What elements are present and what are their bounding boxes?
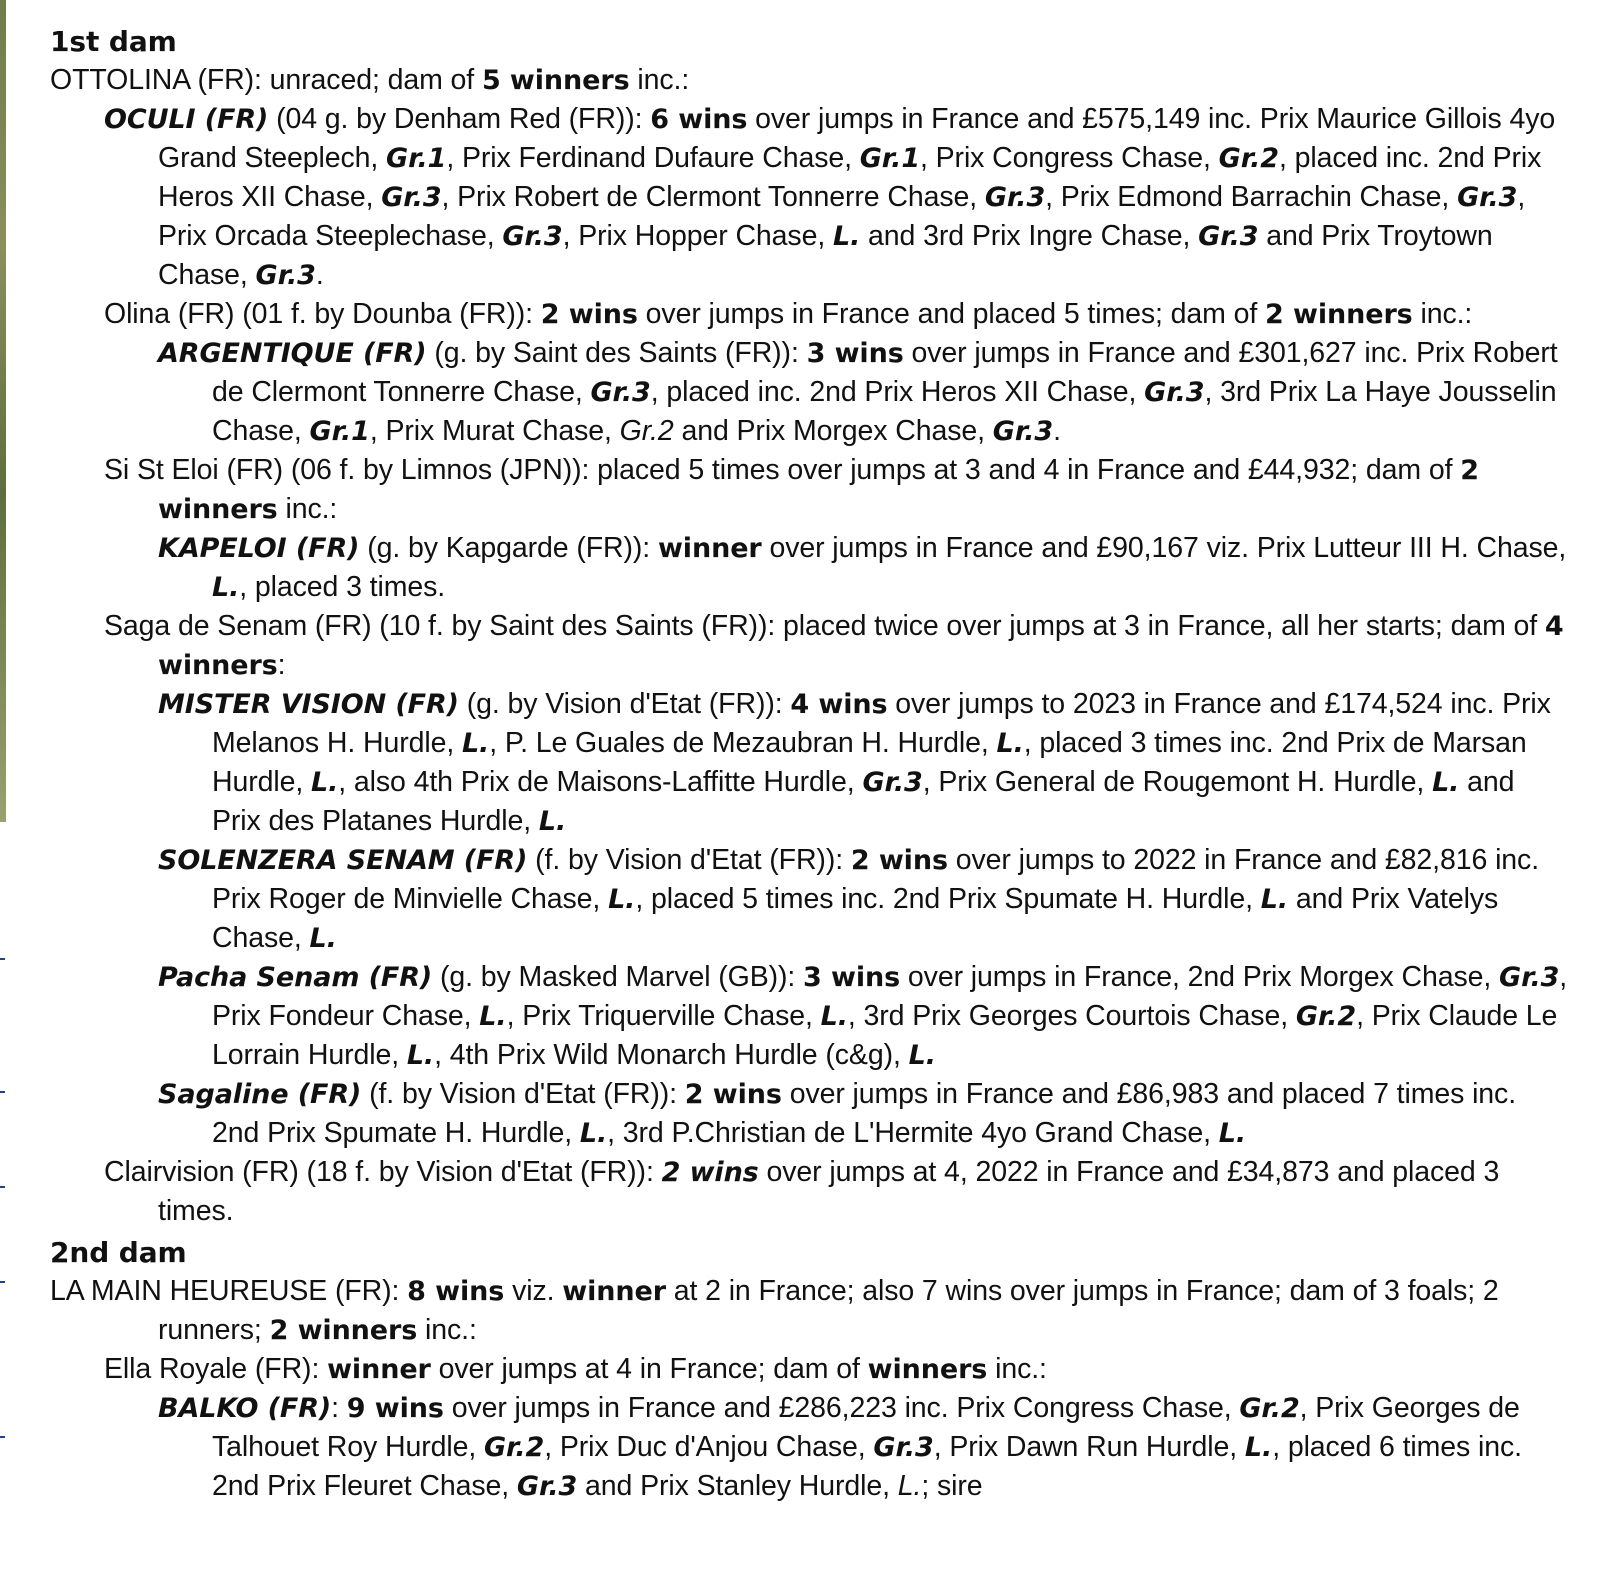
bold-italic-run: L. xyxy=(832,221,861,252)
pedigree-page xyxy=(50,20,1570,1506)
bold-italic-run: Gr.2 xyxy=(1218,143,1279,174)
produce-entry xyxy=(50,607,1570,685)
left-edge-tick xyxy=(0,1436,5,1438)
text-run: over jumps to 2022 in France and £82,816 inc. Prix Roger de Minvielle Chase, xyxy=(212,844,1540,915)
text-run: , P. Le Guales de Mezaubran H. Hurdle, xyxy=(489,727,997,759)
bold-run: 9 wins xyxy=(346,1393,444,1424)
section-heading: 2nd dam xyxy=(50,1236,187,1269)
text-run: (f. by Vision d'Etat (FR)): xyxy=(527,844,851,876)
text-run: over jumps in France, 2nd Prix Morgex Chase, xyxy=(900,961,1500,993)
text-run: Ella Royale (FR): xyxy=(104,1353,328,1385)
text-run: and Prix Morgex Chase, xyxy=(673,415,993,447)
bold-italic-run: Gr.3 xyxy=(873,1432,934,1463)
bold-italic-run: Gr.2 xyxy=(1239,1393,1300,1424)
sub-produce-entry xyxy=(50,1389,1570,1506)
text-run: (g. by Saint des Saints (FR)): xyxy=(426,337,807,369)
bold-italic-run: Gr.3 xyxy=(381,182,442,213)
text-run: inc.: xyxy=(629,64,690,96)
bold-italic-run: Gr.3 xyxy=(1499,962,1560,993)
text-run: , Prix Triquerville Chase, xyxy=(506,1000,821,1032)
bold-run: 2 winners xyxy=(269,1315,418,1346)
produce-entry xyxy=(50,1350,1570,1389)
left-edge-tick xyxy=(0,1281,5,1283)
text-run: , placed 5 times inc. 2nd Prix Spumate H. Hurdle, xyxy=(635,883,1261,915)
text-run: and Prix Vatelys Chase, xyxy=(212,883,1499,954)
bold-run: 3 wins xyxy=(803,962,901,993)
bold-italic-run: L. xyxy=(212,572,240,603)
bold-italic-run: Gr.3 xyxy=(502,221,563,252)
produce-entry xyxy=(50,295,1570,334)
text-run: , 4th Prix Wild Monarch Hurdle (c&g), xyxy=(434,1039,909,1071)
bold-run: winner xyxy=(657,533,762,564)
text-run: : xyxy=(331,1392,347,1424)
text-run: (g. by Masked Marvel (GB)): xyxy=(432,961,804,993)
text-run: LA MAIN HEUREUSE (FR): xyxy=(50,1275,408,1307)
italic-run: Gr.2 xyxy=(619,415,674,447)
sub-produce-entry xyxy=(50,841,1570,958)
text-run: , placed 3 times inc. 2nd Prix de Marsan Hurdle, xyxy=(212,727,1527,798)
text-run: , placed inc. 2nd Prix Heros XII Chase, xyxy=(158,142,1542,213)
text-run: , placed 3 times. xyxy=(239,571,446,603)
text-run: over jumps in France and £90,167 viz. Prix Lutteur III H. Chase, xyxy=(761,532,1567,564)
text-run: (f. by Vision d'Etat (FR)): xyxy=(361,1078,685,1110)
text-run: over jumps in France and £575,149 inc. Prix Maurice Gillois 4yo Grand Steeplech, xyxy=(158,103,1556,174)
text-run: ; sire xyxy=(921,1470,983,1502)
text-run: , Prix Fondeur Chase, xyxy=(212,961,1568,1032)
bold-run: 2 wins xyxy=(684,1079,782,1110)
bold-italic-run: KAPELOI (FR) xyxy=(158,533,360,564)
text-run: inc.: xyxy=(417,1314,477,1346)
text-run: , Prix Murat Chase, xyxy=(369,415,620,447)
bold-run: 6 wins xyxy=(650,104,748,135)
sub-produce-entry xyxy=(50,958,1570,1075)
bold-italic-run: L. xyxy=(908,1040,936,1071)
text-run: , Prix Claude Le Lorrain Hurdle, xyxy=(212,1000,1558,1071)
bold-italic-run: SOLENZERA SENAM (FR) xyxy=(158,845,528,876)
bold-italic-run: Gr.1 xyxy=(309,416,370,447)
bold-italic-run: 2 wins xyxy=(661,1157,759,1188)
bold-italic-run: Gr.1 xyxy=(859,143,921,174)
bold-run: 2 winners xyxy=(1265,299,1413,330)
bold-italic-run: Gr.3 xyxy=(255,260,316,291)
bold-italic-run: ARGENTIQUE (FR) xyxy=(158,338,427,369)
text-run: over jumps in France and placed 5 times; dam of xyxy=(637,298,1266,330)
text-run: , placed inc. 2nd Prix Heros XII Chase, xyxy=(650,376,1145,408)
text-run: , Prix Robert de Clermont Tonnerre Chase, xyxy=(441,181,985,213)
text-run: , Prix Edmond Barrachin Chase, xyxy=(1045,181,1458,213)
text-run: , placed 6 times inc. 2nd Prix Fleuret Chase, xyxy=(212,1431,1522,1502)
text-run: , Prix Congress Chase, xyxy=(920,142,1219,174)
bold-italic-run: L. xyxy=(1244,1432,1273,1463)
bold-italic-run: OCULI (FR) xyxy=(104,104,269,135)
text-run: . xyxy=(315,259,324,291)
text-run: and 3rd Prix Ingre Chase, xyxy=(860,220,1199,252)
bold-italic-run: L. xyxy=(1432,767,1460,798)
text-run: , 3rd Prix Georges Courtois Chase, xyxy=(847,1000,1296,1032)
produce-entry xyxy=(50,100,1570,295)
bold-italic-run: Gr.3 xyxy=(590,377,651,408)
bold-italic-run: L. xyxy=(579,1118,608,1149)
bold-run: 8 wins xyxy=(407,1276,505,1307)
bold-italic-run: Gr.1 xyxy=(386,143,447,174)
bold-italic-run: Gr.3 xyxy=(862,767,923,798)
text-run: Clairvision (FR) (18 f. by Vision d'Etat (FR)): xyxy=(104,1156,662,1188)
text-run: inc.: xyxy=(987,1353,1047,1385)
text-run: and Prix Stanley Hurdle, xyxy=(577,1470,898,1502)
text-run: over jumps in France and £301,627 inc. Prix Robert de Clermont Tonnerre Chase, xyxy=(212,337,1558,408)
bold-run: winner xyxy=(327,1354,431,1385)
bold-italic-run: MISTER VISION (FR) xyxy=(158,689,459,720)
sub-produce-entry xyxy=(50,529,1570,607)
bold-italic-run: L. xyxy=(996,728,1024,759)
text-run: , Prix Duc d'Anjou Chase, xyxy=(544,1431,874,1463)
text-run: over jumps at 4 in France; dam of xyxy=(430,1353,868,1385)
text-run: and Prix Troytown Chase, xyxy=(158,220,1493,291)
section-heading: 1st dam xyxy=(50,25,177,58)
produce-entry xyxy=(50,1153,1570,1231)
bold-run: 2 winners xyxy=(158,455,1479,525)
bold-italic-run: L. xyxy=(538,806,567,837)
text-run: viz. xyxy=(504,1275,563,1307)
bold-italic-run: L. xyxy=(406,1040,435,1071)
bold-italic-run: L. xyxy=(608,884,636,915)
text-run: , also 4th Prix de Maisons-Laffitte Hurdle, xyxy=(338,766,863,798)
bold-italic-run: Gr.3 xyxy=(516,1471,578,1502)
bold-italic-run: L. xyxy=(479,1001,507,1032)
bold-italic-run: Gr.3 xyxy=(992,416,1054,447)
left-edge-tick xyxy=(0,958,5,960)
text-run: , Prix Orcada Steeplechase, xyxy=(158,181,1526,252)
bold-run: 5 winners xyxy=(481,65,630,96)
text-run: (04 g. by Denham Red (FR)): xyxy=(268,103,651,135)
sub-produce-entry xyxy=(50,334,1570,451)
produce-entry xyxy=(50,451,1570,529)
dam-entry xyxy=(50,61,1570,100)
text-run: over jumps in France and £286,223 inc. Prix Congress Chase, xyxy=(443,1392,1240,1424)
left-edge-tick xyxy=(0,1091,5,1093)
left-edge-tick xyxy=(0,1186,5,1188)
bold-italic-run: Gr.3 xyxy=(1457,182,1518,213)
text-run: : xyxy=(277,649,286,681)
bold-run: 3 wins xyxy=(806,338,904,369)
text-run: (g. by Kapgarde (FR)): xyxy=(359,532,658,564)
bold-run: winner xyxy=(562,1276,666,1307)
bold-italic-run: L. xyxy=(820,1001,848,1032)
text-run: and Prix des Platanes Hurdle, xyxy=(212,766,1515,837)
text-run: over jumps at 4, 2022 in France and £34,873 and placed 3 times. xyxy=(158,1156,1500,1227)
text-run: inc.: xyxy=(1412,298,1473,330)
bold-italic-run: Gr.2 xyxy=(483,1432,545,1463)
bold-italic-run: Gr.3 xyxy=(984,182,1046,213)
text-run: Olina (FR) (01 f. by Dounba (FR)): xyxy=(104,298,541,330)
bold-run: winners xyxy=(867,1354,988,1385)
text-run: , Prix Georges de Talhouet Roy Hurdle, xyxy=(212,1392,1520,1463)
bold-italic-run: L. xyxy=(309,923,337,954)
dam-entry xyxy=(50,1272,1570,1350)
text-run: (g. by Vision d'Etat (FR)): xyxy=(458,688,791,720)
text-run: over jumps to 2023 in France and £174,524 inc. Prix Melanos H. Hurdle, xyxy=(212,688,1551,759)
bold-italic-run: L. xyxy=(461,728,490,759)
bold-italic-run: Pacha Senam (FR) xyxy=(158,962,433,993)
bold-italic-run: L. xyxy=(1218,1118,1246,1149)
text-run: , Prix Dawn Run Hurdle, xyxy=(933,1431,1245,1463)
bold-italic-run: L. xyxy=(1260,884,1289,915)
bold-run: 2 wins xyxy=(850,845,948,876)
bold-run: 4 winners xyxy=(158,611,1564,681)
text-run: Saga de Senam (FR) (10 f. by Saint des Saints (FR)): placed twice over jumps at 3 in France, all her starts; dam of xyxy=(104,610,1545,642)
text-run: , Prix Ferdinand Dufaure Chase, xyxy=(446,142,860,174)
bold-italic-run: Gr.3 xyxy=(1144,377,1205,408)
text-run: OTTOLINA (FR): unraced; dam of xyxy=(50,64,482,96)
text-run: . xyxy=(1053,415,1061,447)
bold-italic-run: Gr.2 xyxy=(1295,1001,1357,1032)
text-run: , 3rd Prix La Haye Jousselin Chase, xyxy=(212,376,1557,447)
bold-italic-run: Sagaline (FR) xyxy=(158,1079,362,1110)
sub-produce-entry xyxy=(50,685,1570,841)
text-run: Si St Eloi (FR) (06 f. by Limnos (JPN)): placed 5 times over jumps at 3 and 4 in France and £44,932; dam of xyxy=(104,454,1461,486)
bold-italic-run: L. xyxy=(311,767,339,798)
text-run: at 2 in France; also 7 wins over jumps in France; dam of 3 foals; 2 runners; xyxy=(158,1275,1499,1346)
sub-produce-entry xyxy=(50,1075,1570,1153)
bold-run: 2 wins xyxy=(540,299,638,330)
bold-italic-run: Gr.3 xyxy=(1198,221,1259,252)
text-run: inc.: xyxy=(277,493,338,525)
bold-run: 4 wins xyxy=(790,689,888,720)
text-run: over jumps in France and £86,983 and placed 7 times inc. 2nd Prix Spumate H. Hurdle, xyxy=(212,1078,1517,1149)
bold-italic-run: BALKO (FR) xyxy=(158,1393,332,1424)
left-edge-photo-strip xyxy=(0,0,6,822)
text-run: , 3rd P.Christian de L'Hermite 4yo Grand Chase, xyxy=(607,1117,1219,1149)
italic-run: L. xyxy=(897,1470,922,1502)
text-run: , Prix General de Rougemont H. Hurdle, xyxy=(922,766,1433,798)
text-run: , Prix Hopper Chase, xyxy=(562,220,833,252)
